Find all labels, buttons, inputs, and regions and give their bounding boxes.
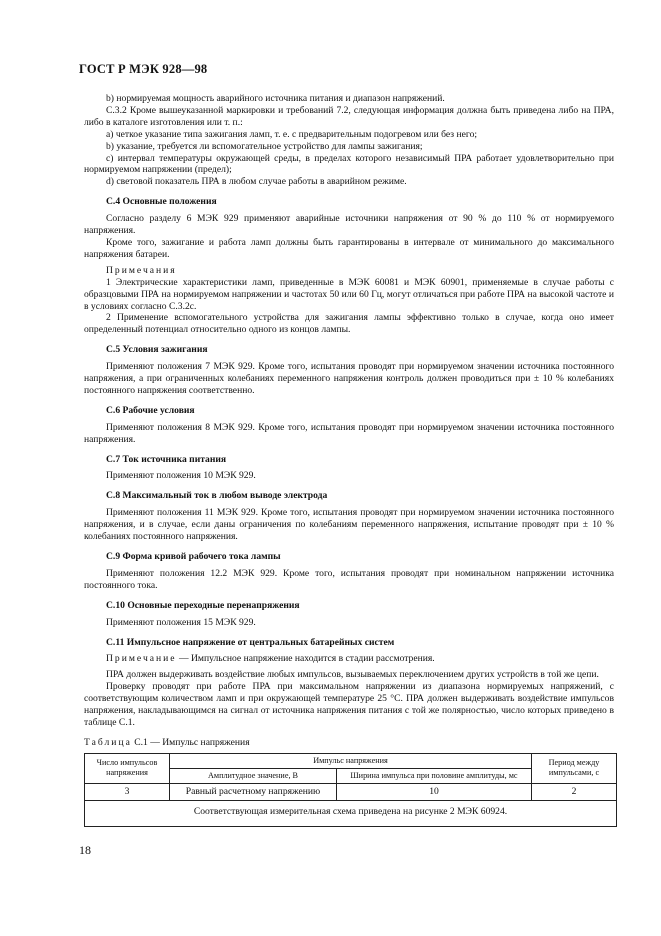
section-heading-c4: С.4 Основные положения [106,196,217,208]
page-header: ГОСТ Р МЭК 928—98 [79,62,208,76]
table-footnote: Соответствующая измерительная схема приведена на рисунке 2 МЭК 60924. [85,800,617,826]
table-row [85,783,617,800]
page-number: 18 [79,843,91,857]
section-heading-c9: С.9 Форма кривой рабочего тока лампы [106,551,281,562]
section-heading-c6: С.6 Рабочие условия [106,404,195,416]
paragraph: Применяют положения 15 МЭК 929. [106,616,256,628]
note: 2 Применение вспомогательного устройства для зажигания лампы эффективно только в случае, когда оно имеет определенный потенциал относительно одного из концов лампы. [84,312,614,336]
paragraph: Применяют положения 11 МЭК 929. Кроме того, испытания проводят при нормируемом значении источника постоянного напряжения, и в случае, если даны ограничения по колебаниям переменного напряжения, испытание проводят при ± 10 % колебаниях постоянного напряжения. [84,507,614,543]
section-heading-c11: С.11 Импульсное напряжение от центральных батарейных систем [106,636,395,648]
paragraph: c) интервал температуры окружающей среды, в пределах которого независимый ПРА работает удовлетворительно при нормируемом напряжении (предел); [84,152,614,176]
table-header-pulse: Импульс напряжения [170,753,532,768]
table-header-width: Ширина импульса при половине амплитуды, мс [337,768,532,783]
paragraph: Применяют положения 8 МЭК 929. Кроме того, испытания проводят при нормируемом значении источника постоянного напряжения. [84,421,614,445]
table-header-period: Период между импульсами, с [532,753,617,783]
table-caption [84,737,614,749]
table-header-amplitude: Амплитудное значение, В [170,768,337,783]
paragraph: Применяют положения 10 МЭК 929. [106,470,256,482]
document-body [84,93,614,827]
note [84,653,614,665]
note-label: Примечание [106,653,177,665]
section-heading-c5: С.5 Условия зажигания [106,344,208,356]
table-cell: Равный расчетному напряжению [170,783,337,800]
paragraph: Применяют положения 12.2 МЭК 929. Кроме того, испытания проводят при номинальном напряжении источника постоянного тока. [84,567,614,591]
paragraph: Согласно разделу 6 МЭК 929 применяют аварийные источники напряжения от 90 % до 110 % от нормируемого напряжения. [84,213,614,237]
section-heading-c10: С.10 Основные переходные перенапряжения [106,599,300,611]
table-cell: 2 [532,783,617,800]
paragraph: С.3.2 Кроме вышеуказанной маркировки и требований 7.2, следующая информация должна быть приведена либо на ПРА, либо в каталоге изготовления или т. п.: [84,104,614,128]
table-caption-text: С.1 — Импульс напряжения [131,736,250,748]
paragraph: Проверку проводят при работе ПРА при максимальном напряжении из диапазона нормируемых напряжений, с соответствующим количеством ламп и при окружающей температуре 25 °С. ПРА должен выдерживать воздействие импульсов напряжения, накладывающимся на сигнал от источника напряжения питания с той же полярностью, число которых приведено в таблице С.1. [84,681,614,728]
table-cell: 10 [337,783,532,800]
paragraph: d) световой показатель ПРА в любом случае работы в аварийном режиме. [106,176,407,188]
notes-title: Примечания [106,264,177,276]
table-cell: 3 [85,783,170,800]
note-text: — Импульсное напряжение находится в стадии рассмотрения. [176,653,435,665]
section-heading-c7: С.7 Ток источника питания [106,453,227,465]
paragraph: ПРА должен выдерживать воздействие любых импульсов, вызываемых переключением других устройств в той же цепи. [106,669,599,681]
paragraph: Кроме того, зажигание и работа ламп должны быть гарантированы в интервале от минимального до максимального напряжения батареи. [84,236,614,260]
section-heading-c8: С.8 Максимальный ток в любом выводе электрода [106,490,328,502]
paragraph: a) четкое указание типа зажигания ламп, т. е. с предварительным подогревом или без него; [106,128,478,140]
note: 1 Электрические характеристики ламп, приведенные в МЭК 60081 и МЭК 60901, применяемые в случае работы с образцовыми ПРА на нормируемом напряжении и частотах 50 или 60 Гц, могут отличаться при работе ПРА на высокой частоте и в условиях согласно С.3.2с. [84,276,614,312]
table-header-count: Число импульсов напряжения [85,753,170,783]
paragraph: b) указание, требуется ли вспомогательное устройство для лампы зажигания; [106,140,423,152]
paragraph: b) нормируемая мощность аварийного источника питания и диапазон напряжений. [106,93,445,104]
table-caption-label: Таблица [84,736,132,748]
pulse-table [84,753,617,827]
paragraph: Применяют положения 7 МЭК 929. Кроме того, испытания проводят при нормируемом значении источника постоянного напряжения, а при ограниченных колебаниях переменного напряжения контроль должен проводиться при ± 10 % колебаниях постоянного напряжения соответственно. [84,361,614,396]
